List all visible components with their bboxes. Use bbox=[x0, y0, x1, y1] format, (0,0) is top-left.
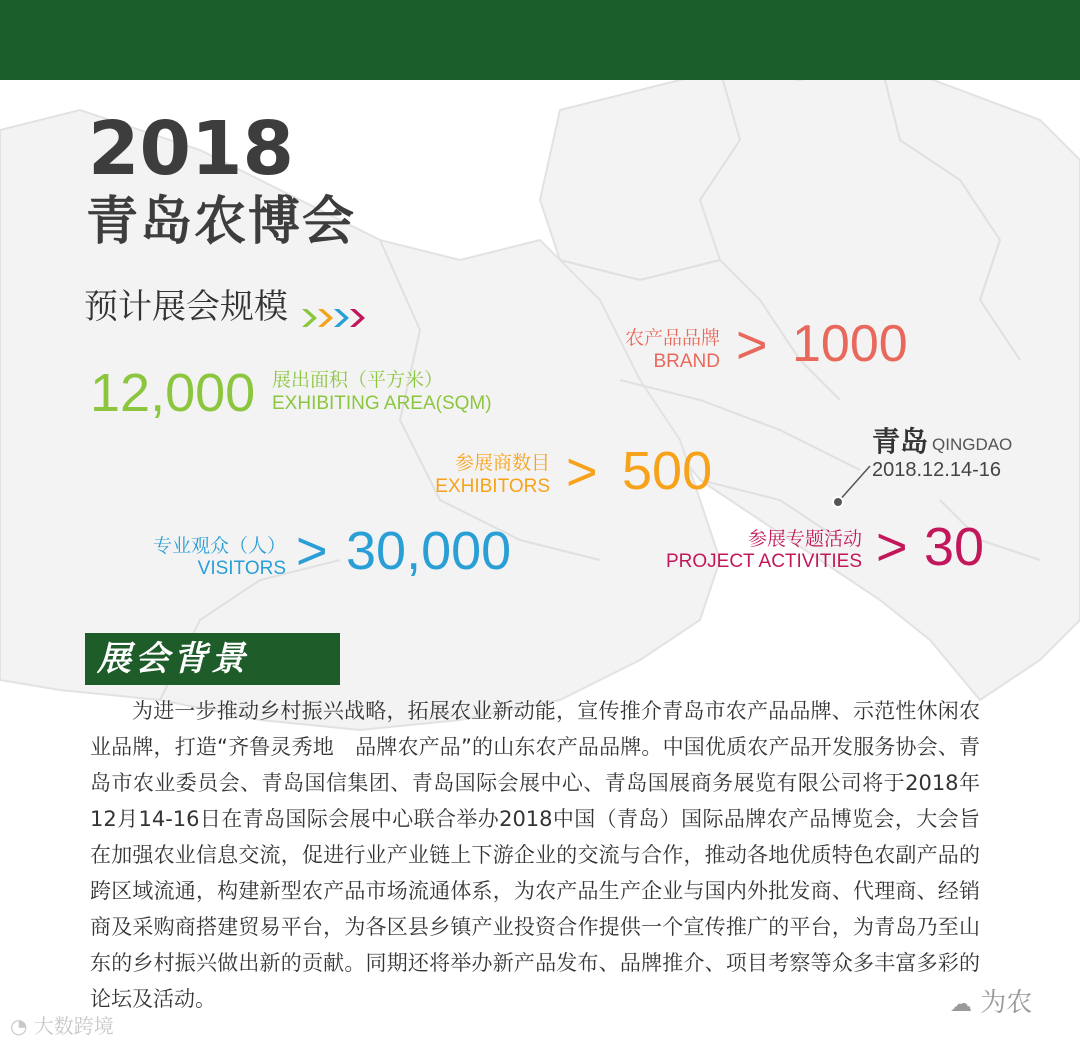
top-banner bbox=[0, 0, 1080, 80]
brand-label-en: BRAND bbox=[653, 351, 720, 372]
area-label-cn: 展出面积（平方米） bbox=[272, 369, 444, 391]
activities-value: 30 bbox=[924, 517, 985, 577]
exhibitors-gt: > bbox=[566, 442, 598, 502]
watermark-right-text: 为农 bbox=[980, 988, 1033, 1018]
visitors-value: 30,000 bbox=[346, 521, 512, 581]
area-label-en: EXHIBITING AREA(SQM) bbox=[272, 393, 492, 414]
scale-heading: 预计展会规模 bbox=[84, 287, 288, 327]
activities-label-cn: 参展专题活动 bbox=[747, 528, 862, 550]
brand-value: 1000 bbox=[792, 315, 908, 373]
activities-label-en: PROJECT ACTIVITIES bbox=[665, 551, 862, 572]
brand-gt: > bbox=[736, 315, 768, 375]
visitors-label-en: VISITORS bbox=[197, 558, 286, 579]
event-dates: 2018.12.14-16 bbox=[872, 459, 1002, 481]
background-text: 为进一步推动乡村振兴战略，拓展农业新动能，宣传推介青岛市农产品品牌、示范性休闲农业品牌，打造“齐鲁灵秀地 品牌农产品”的山东农产品品牌。中国优质农产品开发服务协会、青岛市农业委员会、青岛国信集团、青岛国际会展中心、青岛国展商务展览有限公司将于2018年12月14-16日在青岛国际会展中心联合举办2018中国（青岛）国际品牌农产品博览会，大会旨在加强农业信息交流，促进行业产业链上下游企业的交流与合作，推动各地优质特色农副产品的跨区域流通，构建新型农产品市场流通体系，为农产品生产企业与国内外批发商、代理商、经销商及采购商搭建贸易平台，为各区县乡镇产业投资合作提供一个宣传推广的平台，为青岛乃至山东的乡村振兴做出新的贡献。同期还将举办新产品发布、品牌推介、项目考察等众多丰富多彩的论坛及活动。 bbox=[90, 699, 980, 1011]
city-name-en: QINGDAO bbox=[932, 435, 1013, 454]
exhibitors-value: 500 bbox=[622, 441, 713, 501]
watermark-left bbox=[10, 1010, 114, 1039]
watermark-left-text: 大数跨境 bbox=[33, 1014, 114, 1038]
activities-gt: > bbox=[876, 517, 908, 577]
exhibitors-label-en: EXHIBITORS bbox=[435, 476, 550, 497]
section-title: 展会背景 bbox=[97, 639, 249, 679]
brand-label-cn: 农产品品牌 bbox=[624, 327, 720, 349]
city-name-cn: 青岛 bbox=[872, 425, 929, 458]
weibo-icon: ◔ bbox=[10, 1014, 28, 1038]
wechat-icon: ☁ bbox=[950, 992, 972, 1017]
watermark-right bbox=[950, 982, 1032, 1019]
event-title: 青岛农博会 bbox=[86, 192, 357, 252]
visitors-label-cn: 专业观众（人） bbox=[152, 535, 286, 557]
background-paragraph bbox=[90, 693, 980, 1017]
event-year: 2018 bbox=[88, 106, 294, 192]
area-value: 12,000 bbox=[90, 363, 256, 423]
location-pin-icon bbox=[830, 460, 880, 510]
visitors-gt: > bbox=[296, 521, 328, 581]
chevron-arrows-icon bbox=[300, 306, 370, 330]
exhibitors-label-cn: 参展商数目 bbox=[454, 452, 550, 474]
